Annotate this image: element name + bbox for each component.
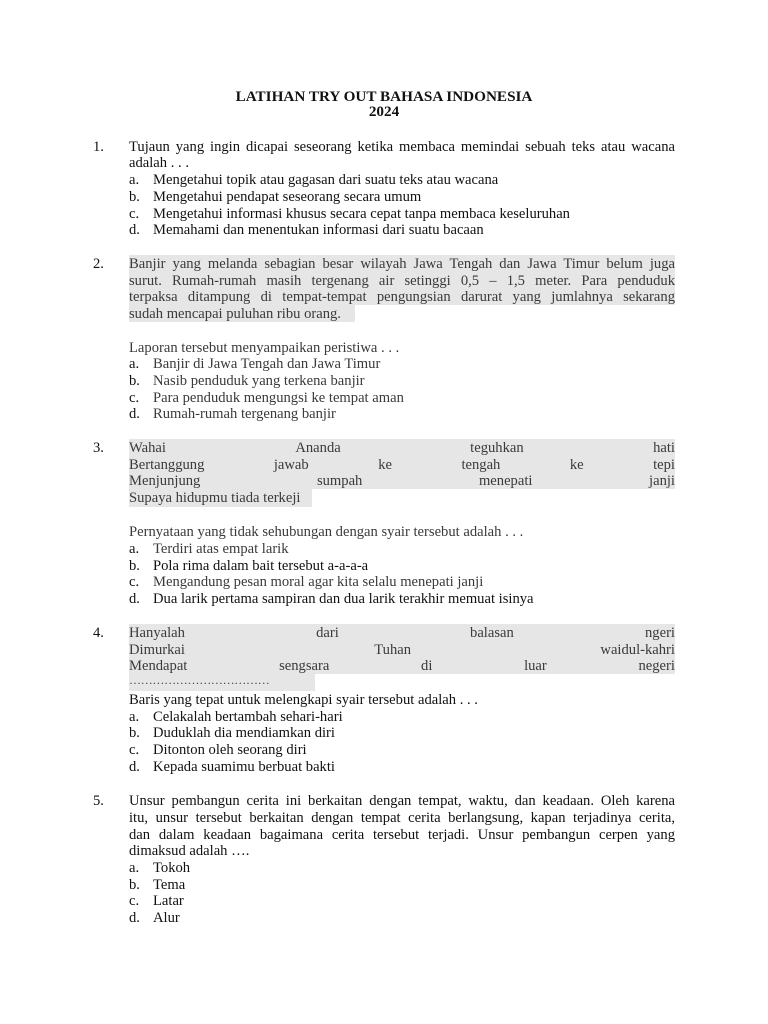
option-letter: c. <box>129 206 140 222</box>
option-text: Celakalah bertambah sehari-hari <box>153 709 343 725</box>
option-letter: a. <box>129 172 140 188</box>
option-letter: d. <box>129 406 140 422</box>
poem-word: sumpah <box>316 473 363 489</box>
option-text: Dua larik pertama sampiran dan dua larik terakhir memuat isinya <box>153 591 534 607</box>
poem-word: teguhkan <box>470 440 524 456</box>
passage-line: terpaksa ditampung di tempat-tempat pengungsian darurat yang jumlahnya sekarang <box>129 289 675 305</box>
option-text: Para penduduk mengungsi ke tempat aman <box>153 390 404 406</box>
option-letter: b. <box>129 189 140 205</box>
poem-word: balasan <box>470 625 514 641</box>
poem-word: Dimurkai <box>129 642 185 658</box>
option-text: Ditonton oleh seorang diri <box>153 742 307 758</box>
poem-word: Ananda <box>295 440 341 456</box>
poem-word: janji <box>649 473 675 489</box>
option-text: Nasib penduduk yang terkena banjir <box>153 373 365 389</box>
question-number: 4. <box>93 625 104 641</box>
option-text: Pola rima dalam bait tersebut a-a-a-a <box>153 558 369 574</box>
poem-line <box>129 642 675 659</box>
blank-line: ……………………………… <box>129 673 270 687</box>
question-number: 3. <box>93 440 104 456</box>
poem-line <box>129 457 675 474</box>
option-text: Banjir di Jawa Tengah dan Jawa Timur <box>153 356 381 372</box>
option-letter: a. <box>129 860 140 876</box>
question-number: 1. <box>93 139 104 155</box>
poem-line <box>129 440 675 457</box>
option-letter: c. <box>129 893 140 909</box>
option-letter: b. <box>129 725 140 741</box>
poem-word: di <box>421 658 433 674</box>
option-text: Terdiri atas empat larik <box>153 541 289 557</box>
poem-word: Tuhan <box>374 642 412 658</box>
poem-word: Hanyalah <box>129 625 185 641</box>
option-letter: c. <box>129 742 140 758</box>
question-stem: adalah . . . <box>129 155 189 171</box>
question-text: Baris yang tepat untuk melengkapi syair tersebut adalah . . . <box>129 692 478 708</box>
document-year: 2024 <box>368 103 400 120</box>
poem-word: hati <box>653 440 675 456</box>
poem-line <box>129 625 675 642</box>
question-stem: Unsur pembangun cerita ini berkaitan dengan tempat, waktu, dan keadaan. Oleh karena <box>129 793 675 809</box>
option-letter: a. <box>129 541 140 557</box>
option-letter: c. <box>129 574 140 590</box>
poem-word: Mendapat <box>129 658 188 674</box>
option-text: Mengandung pesan moral agar kita selalu menepati janji <box>153 574 484 590</box>
option-letter: d. <box>129 591 140 607</box>
option-text: Duduklah dia mendiamkan diri <box>153 725 335 741</box>
question-stem: dimaksud adalah …. <box>129 843 250 859</box>
option-letter: a. <box>129 709 140 725</box>
poem-line <box>129 473 675 490</box>
option-text: Kepada suamimu berbuat bakti <box>153 759 335 775</box>
option-text: Mengetahui pendapat seseorang secara umum <box>153 189 422 205</box>
poem-word: tepi <box>653 457 675 473</box>
poem-word: dari <box>316 625 339 641</box>
poem-word: jawab <box>273 457 309 473</box>
option-letter: d. <box>129 222 140 238</box>
question-number: 5. <box>93 793 104 809</box>
passage-line: surut. Rumah-rumah masih tergenang air setinggi 0,5 – 1,5 meter. Para penduduk <box>129 273 675 289</box>
question-number: 2. <box>93 256 104 272</box>
option-letter: a. <box>129 356 140 372</box>
poem-word: Wahai <box>129 440 166 456</box>
poem-word: ke <box>378 457 392 473</box>
poem-word: waidul-kahri <box>600 642 675 658</box>
option-text: Tokoh <box>153 860 191 876</box>
question-text: Laporan tersebut menyampaikan peristiwa . . . <box>129 340 400 356</box>
question-stem: Tujaun yang ingin dicapai seseorang ketika membaca memindai sebuah teks atau wacana <box>129 139 675 155</box>
poem-word: negeri <box>638 658 675 674</box>
poem-word: luar <box>524 658 547 674</box>
option-text: Mengetahui informasi khusus secara cepat tanpa membaca keseluruhan <box>153 206 570 222</box>
option-letter: b. <box>129 373 140 389</box>
question-text: Pernyataan yang tidak sehubungan dengan syair tersebut adalah . . . <box>129 524 524 540</box>
poem-word: sengsara <box>279 658 330 674</box>
poem-word: tengah <box>461 457 501 473</box>
option-text: Alur <box>153 910 180 926</box>
poem-line: Supaya hidupmu tiada terkeji <box>129 490 301 506</box>
option-text: Latar <box>153 893 184 909</box>
poem-word: Bertanggung <box>129 457 205 473</box>
poem-word: menepati <box>478 473 533 489</box>
poem-word: ngeri <box>645 625 675 641</box>
option-letter: d. <box>129 910 140 926</box>
option-letter: d. <box>129 759 140 775</box>
document-title: LATIHAN TRY OUT BAHASA INDONESIA <box>235 88 533 105</box>
option-letter: c. <box>129 390 140 406</box>
option-letter: b. <box>129 877 140 893</box>
option-text: Memahami dan menentukan informasi dari suatu bacaan <box>153 222 484 238</box>
question-stem: itu, unsur tersebut berkaitan dengan tempat cerita berlangsung, kapan terjadinya cerita, <box>129 810 675 826</box>
option-text: Rumah-rumah tergenang banjir <box>153 406 336 422</box>
poem-word: Menjunjung <box>129 473 201 489</box>
option-letter: b. <box>129 558 140 574</box>
poem-word: ke <box>569 457 584 473</box>
question-stem: dan dalam keadaan bagaimana cerita tersebut terjadi. Unsur pembangun cerpen yang <box>129 827 675 843</box>
option-text: Tema <box>153 877 186 893</box>
passage-line: sudah mencapai puluhan ribu orang. <box>129 306 341 322</box>
option-text: Mengetahui topik atau gagasan dari suatu teks atau wacana <box>153 172 499 188</box>
passage-line: Banjir yang melanda sebagian besar wilayah Jawa Tengah dan Jawa Timur belum juga <box>129 256 675 272</box>
